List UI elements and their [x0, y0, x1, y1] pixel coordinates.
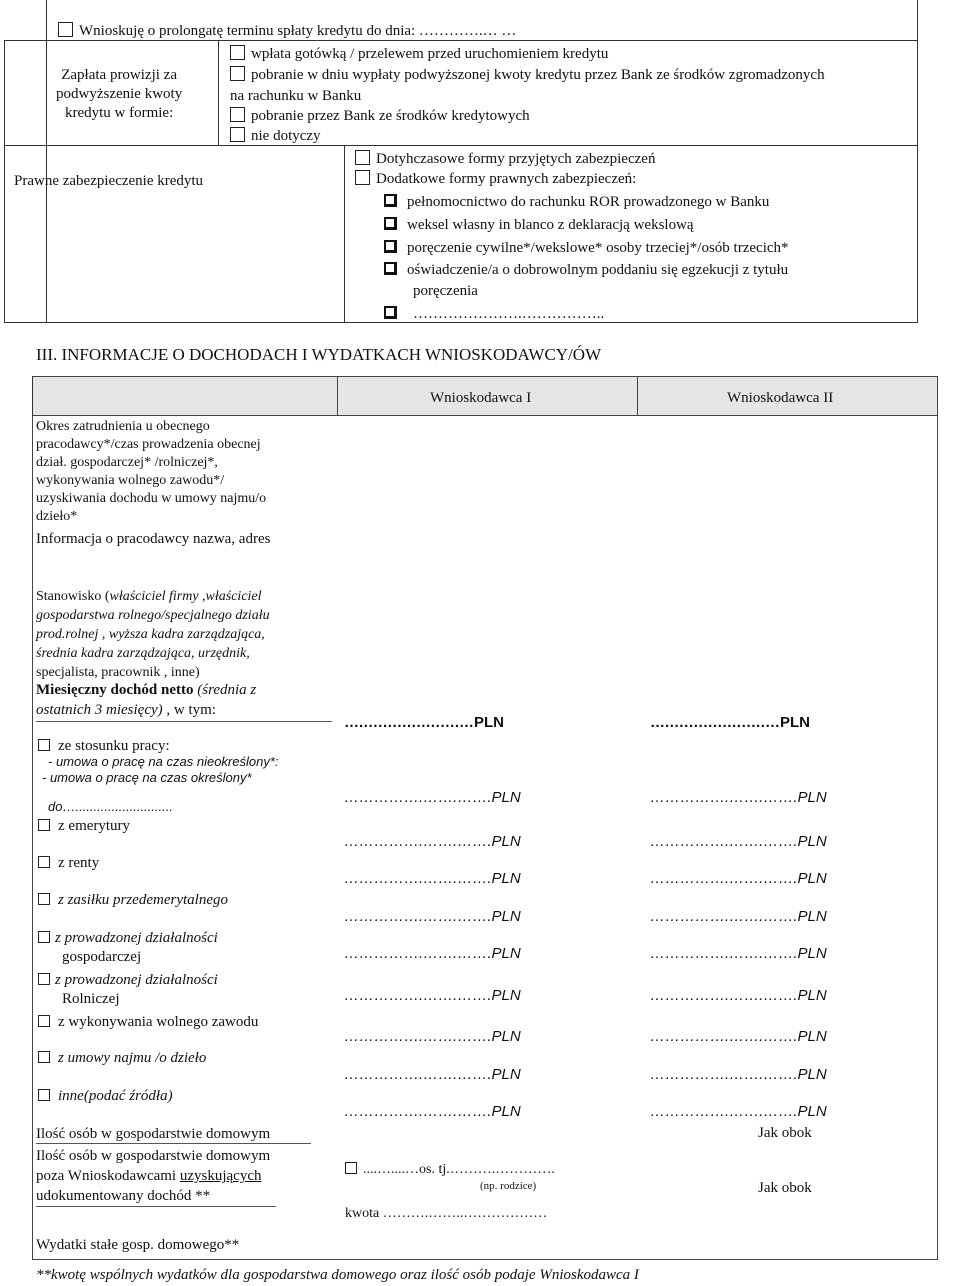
prowizja-option-1-checkbox[interactable]: [230, 45, 245, 60]
zabezpieczenie-sub-label: oświadczenie/a o dobrowolnym poddaniu się egzekucji z tytułu: [407, 262, 789, 278]
pln-field[interactable]: …………….…….…….PLN: [650, 833, 827, 850]
prowizja-option-2-label: pobranie w dniu wypłaty podwyższonej kwoty kredytu przez Bank ze środków zgromadzonych: [251, 67, 825, 83]
dochod-bold: Miesięczny dochód netto: [36, 682, 194, 698]
header-col-divider: [337, 376, 338, 416]
checkbox-icon[interactable]: [384, 262, 397, 275]
pln-field[interactable]: …………….…….…….PLN: [650, 1103, 827, 1120]
pracodawca-label: Informacja o pracodawcy nazwa, adres: [36, 531, 271, 547]
checkbox-icon[interactable]: [38, 819, 50, 831]
dochod-rest: , w tym:: [162, 702, 216, 718]
okres-zatrudnienia-label: [36, 418, 266, 526]
pln-field[interactable]: …………….…….…….PLN: [650, 987, 827, 1004]
okres-line: dział. gospodarczej* /rolniczej*,: [36, 455, 218, 470]
osoby-poza-line: poza Wnioskodawcami: [36, 1168, 180, 1184]
income-inne[interactable]: [38, 1087, 173, 1105]
zabezpieczenie-sub-4[interactable]: [384, 261, 788, 279]
prowizja-option-4[interactable]: [230, 127, 321, 145]
pln-field[interactable]: …………….…….…….PLN: [650, 908, 827, 925]
os-checkbox[interactable]: [345, 1162, 357, 1174]
checkbox-icon[interactable]: [38, 856, 50, 868]
zabezpieczenie-option-1-checkbox[interactable]: [355, 150, 370, 165]
osoby-poza-end: udokumentowany dochód **: [36, 1188, 211, 1204]
income-label-cont: Rolniczej: [62, 991, 120, 1007]
okres-line: uzyskiwania dochodu w umowy najmu/o: [36, 491, 267, 506]
income-wolny-zawod[interactable]: [38, 1013, 258, 1031]
pln-field[interactable]: …………….…….…….PLN: [650, 1066, 827, 1083]
zabezpieczenie-sub-label: weksel własny in blanco z deklaracją wekslową: [407, 217, 694, 233]
zabezpieczenie-option-2-label: Dodatkowe formy prawnych zabezpieczeń:: [376, 171, 637, 187]
table-right: [937, 376, 938, 1260]
checkbox-icon[interactable]: [38, 931, 50, 943]
pln-field[interactable]: …………….…….…….PLN: [344, 789, 521, 806]
dochod-total-2[interactable]: ….….….….….….…PLN: [650, 714, 811, 731]
zabezpieczenie-sub-label: ………………….……………..: [413, 306, 605, 322]
stanowisko-line: prod.rolnej , wyższa kadra zarządzająca,: [36, 627, 265, 642]
os-field[interactable]: [345, 1162, 555, 1179]
pln-field[interactable]: …………….…….…….PLN: [344, 833, 521, 850]
dochod-total-1[interactable]: ….….….….….….…PLN: [344, 714, 505, 731]
okres-line: dzieło*: [36, 509, 78, 524]
prowizja-option-3-checkbox[interactable]: [230, 107, 245, 122]
prowizja-label-line: podwyższenie kwoty: [56, 86, 183, 102]
income-label: z prowadzonej działalności: [55, 972, 218, 988]
pln-field[interactable]: …………….…….…….PLN: [650, 870, 827, 887]
stanowisko-label: [36, 587, 270, 682]
checkbox-icon[interactable]: [384, 240, 397, 253]
zabezpieczenie-sub-2[interactable]: [384, 216, 694, 234]
zabezpieczenie-option-1-label: Dotyhczasowe formy przyjętych zabezpieczeń: [376, 151, 656, 167]
income-label: inne(podać źródła): [58, 1088, 173, 1104]
income-label: z prowadzonej działalności: [55, 930, 218, 946]
prolongata-checkbox[interactable]: [58, 22, 73, 37]
income-praca-label: ze stosunku pracy:: [58, 738, 170, 754]
table-bottom: [32, 1259, 938, 1260]
zabezpieczenie-sub-4-cont: poręczenia: [413, 283, 478, 299]
stanowisko-line: średnia kadra zarządzająca, urzędnik,: [36, 646, 250, 661]
table-left: [32, 416, 33, 1260]
prowizja-option-1-label: wpłata gotówką / przelewem przed uruchomieniem kredytu: [251, 46, 609, 62]
checkbox-icon[interactable]: [384, 217, 397, 230]
praca-do[interactable]: do…...........................: [48, 799, 173, 814]
footnote: **kwotę wspólnych wydatków dla gospodarstwa domowego oraz ilość osób podaje Wnioskodawca I: [36, 1267, 639, 1283]
pln-field[interactable]: …………….…….…….PLN: [650, 789, 827, 806]
checkbox-icon[interactable]: [384, 306, 397, 319]
jak-obok: Jak obok: [758, 1125, 812, 1141]
income-umowa-najmu[interactable]: [38, 1049, 206, 1067]
checkbox-icon[interactable]: [38, 893, 50, 905]
praca-sub-1: - umowa o pracę na czas nieokreślony*:: [48, 754, 279, 769]
income-renta[interactable]: [38, 854, 99, 872]
stanowisko-end: specjalista, pracownik , inne): [36, 665, 200, 680]
pln-field[interactable]: …………….…….…….PLN: [344, 987, 521, 1004]
zabezpieczenie-sub-5[interactable]: [384, 305, 604, 323]
income-label: z renty: [58, 855, 100, 871]
pln-field[interactable]: …………….…….…….PLN: [650, 945, 827, 962]
header-wnioskodawca-1: Wnioskodawca I: [430, 390, 532, 406]
checkbox-icon[interactable]: [38, 1015, 50, 1027]
zabezpieczenie-sub-3[interactable]: [384, 239, 789, 257]
header-wnioskodawca-2: Wnioskodawca II: [727, 390, 834, 406]
okres-line: pracodawcy*/czas prowadzenia obecnej: [36, 437, 261, 452]
pln-field[interactable]: …………….…….…….PLN: [344, 870, 521, 887]
okres-line: Okres zatrudnienia u obecnego: [36, 419, 210, 434]
checkbox-icon[interactable]: [38, 1089, 50, 1101]
wydatki-label: Wydatki stałe gosp. domowego**: [36, 1237, 240, 1253]
osoby-label: Ilość osób w gospodarstwie domowym: [36, 1126, 271, 1142]
prowizja-option-3[interactable]: [230, 107, 530, 125]
income-zasilek[interactable]: [38, 891, 228, 909]
prowizja-option-2-cont: na rachunku w Banku: [230, 88, 362, 104]
pln-field[interactable]: …………….…….…….PLN: [344, 945, 521, 962]
prowizja-option-4-label: nie dotyczy: [251, 128, 321, 144]
pln-field[interactable]: …………….…….…….PLN: [344, 1103, 521, 1120]
underline: [36, 1206, 276, 1207]
zabezpieczenie-sub-label: pełnomocnictwo do rachunku ROR prowadzonego w Banku: [407, 194, 770, 210]
checkbox-icon[interactable]: [38, 973, 50, 985]
osoby-poza-line: Ilość osób w gospodarstwie domowym: [36, 1148, 271, 1164]
dochod-italic-2: ostatnich 3 miesięcy): [36, 702, 163, 718]
okres-line: wykonywania wolnego zawodu*/: [36, 473, 225, 488]
np-rodzice: (np. rodzice): [480, 1180, 537, 1192]
prowizja-label: [56, 66, 182, 123]
stanowisko-line: właściciel firmy ,właściciel: [109, 589, 262, 604]
prowizja-label-line: Zapłata prowizji za: [61, 67, 177, 83]
zabezpieczenie-option-2-checkbox[interactable]: [355, 170, 370, 185]
income-label: z emerytury: [58, 818, 131, 834]
income-praca[interactable]: [38, 737, 170, 755]
income-dzialalnosc[interactable]: [38, 929, 218, 947]
zabezpieczenie-label: Prawne zabezpieczenie kredytu: [14, 173, 204, 189]
stanowisko-lead: Stanowisko (: [36, 589, 110, 604]
zabezpieczenie-sub-1[interactable]: [384, 193, 769, 211]
row-divider: [4, 40, 918, 41]
income-rolnicza[interactable]: [38, 971, 218, 989]
income-label-cont: gospodarczej: [62, 949, 142, 965]
prowizja-option-3-label: pobranie przez Bank ze środków kredytowych: [251, 108, 530, 124]
income-label: z zasiłku przedemerytalnego: [58, 892, 228, 908]
osoby-poza-label: [36, 1146, 270, 1206]
prolongata-checkbox-row[interactable]: [58, 22, 516, 40]
pln-field[interactable]: …………….…….…….PLN: [344, 908, 521, 925]
prowizja-option-4-checkbox[interactable]: [230, 127, 245, 142]
stanowisko-line: gospodarstwa rolnego/specjalnego działu: [36, 608, 270, 623]
section-title: III. INFORMACJE O DOCHODACH I WYDATKACH WNIOSKODAWCY/ÓW: [36, 345, 602, 364]
pln-field[interactable]: …………….…….…….PLN: [344, 1028, 521, 1045]
header-col-divider: [637, 376, 638, 416]
row-divider: [4, 145, 918, 146]
table-left-border: [32, 376, 33, 416]
left-border: [4, 40, 5, 323]
prowizja-option-2-checkbox[interactable]: [230, 66, 245, 81]
jak-obok-2: Jak obok: [758, 1180, 812, 1196]
prowizja-label-line: kredytu w formie:: [64, 105, 174, 121]
income-praca-checkbox[interactable]: [38, 739, 50, 751]
checkbox-icon[interactable]: [384, 194, 397, 207]
osoby-poza-underlined: uzyskujących: [179, 1168, 262, 1184]
underline: [36, 721, 332, 722]
zabezpieczenie-option-1[interactable]: [355, 150, 655, 168]
underline: [36, 1143, 311, 1144]
prowizja-option-1[interactable]: [230, 45, 608, 63]
dochod-label: [36, 680, 256, 720]
income-label: z wykonywania wolnego zawodu: [58, 1014, 259, 1030]
pln-field[interactable]: …………….…….…….PLN: [344, 1066, 521, 1083]
zabezpieczenie-sub-label: poręczenie cywilne*/wekslowe* osoby trzeciej*/osób trzecich*: [407, 240, 789, 256]
checkbox-icon[interactable]: [38, 1051, 50, 1063]
zabezpieczenie-option-2[interactable]: [355, 170, 636, 188]
kwota-field[interactable]: kwota ……….……..………………: [345, 1206, 548, 1221]
pln-field[interactable]: …………….…….…….PLN: [650, 1028, 827, 1045]
os-field-text: ....…....…os. tj.……….………….: [363, 1162, 555, 1177]
income-label: z umowy najmu /o dzieło: [58, 1050, 207, 1066]
col-divider: [218, 40, 219, 145]
praca-sub-2: - umowa o pracę na czas określony*: [42, 770, 252, 785]
prowizja-option-2[interactable]: [230, 66, 825, 84]
dochod-italic: (średnia z: [193, 682, 257, 698]
prolongata-label: Wnioskuję o prolongatę terminu spłaty kredytu do dnia: ………….… …: [79, 23, 517, 39]
col-divider: [344, 145, 345, 323]
income-emerytura[interactable]: [38, 817, 130, 835]
